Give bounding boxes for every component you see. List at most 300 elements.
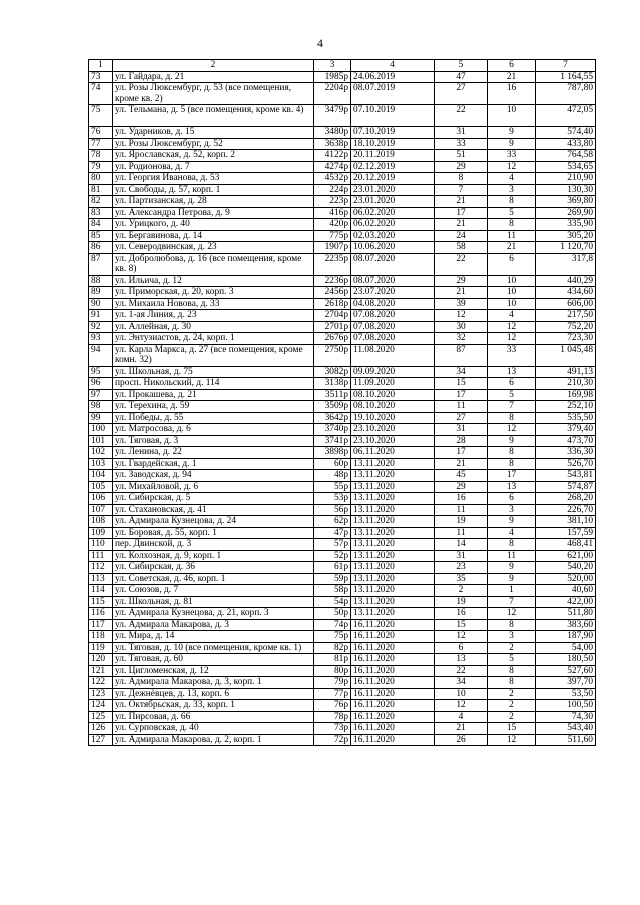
apartments-count-cell: 10 xyxy=(488,105,536,127)
apartments-count-cell: 10 xyxy=(488,275,536,287)
residents-count-cell: 21 xyxy=(435,219,488,231)
row-number-cell: 109 xyxy=(89,527,113,539)
order-number-cell: 60р xyxy=(314,458,351,470)
address-cell: ул. Сурповская, д. 40 xyxy=(113,723,314,735)
order-number-cell: 57р xyxy=(314,539,351,551)
address-cell: ул. Северодвинская, д. 23 xyxy=(113,242,314,254)
area-cell: 336,30 xyxy=(536,447,596,459)
order-number-cell: 2750р xyxy=(314,344,351,366)
row-number-cell: 78 xyxy=(89,150,113,162)
apartments-count-cell: 6 xyxy=(488,253,536,275)
table-row xyxy=(89,344,596,366)
order-number-cell: 3741р xyxy=(314,435,351,447)
order-number-cell: 1907р xyxy=(314,242,351,254)
order-number-cell: 81р xyxy=(314,654,351,666)
area-cell: 440,29 xyxy=(536,275,596,287)
order-date-cell: 08.07.2020 xyxy=(351,253,435,275)
row-number-cell: 94 xyxy=(89,344,113,366)
order-date-cell: 13.11.2020 xyxy=(351,481,435,493)
order-date-cell: 23.10.2020 xyxy=(351,435,435,447)
address-cell: ул. Михайловой, д. 6 xyxy=(113,481,314,493)
order-number-cell: 4122р xyxy=(314,150,351,162)
order-date-cell: 13.11.2020 xyxy=(351,608,435,620)
table-row xyxy=(89,184,596,196)
row-number-cell: 96 xyxy=(89,378,113,390)
row-number-cell: 101 xyxy=(89,435,113,447)
address-cell: ул. Гайдара, д. 21 xyxy=(113,71,314,83)
residents-count-cell: 21 xyxy=(435,287,488,299)
order-number-cell: 3082р xyxy=(314,366,351,378)
order-number-cell: 3479р xyxy=(314,105,351,127)
residents-count-cell: 16 xyxy=(435,493,488,505)
residents-count-cell: 21 xyxy=(435,723,488,735)
area-cell: 381,10 xyxy=(536,516,596,528)
address-cell: ул. Тяговая, д. 60 xyxy=(113,654,314,666)
order-date-cell: 19.10.2020 xyxy=(351,412,435,424)
apartments-count-cell: 2 xyxy=(488,711,536,723)
address-cell: ул. Гвардейская, д. 1 xyxy=(113,458,314,470)
order-number-cell: 54р xyxy=(314,596,351,608)
apartments-count-cell: 5 xyxy=(488,207,536,219)
residents-count-cell: 27 xyxy=(435,83,488,105)
table-row xyxy=(89,700,596,712)
order-number-cell: 3898р xyxy=(314,447,351,459)
address-cell: ул. Тяговая, д. 10 (все помещения, кроме кв. 1) xyxy=(113,642,314,654)
row-number-cell: 110 xyxy=(89,539,113,551)
residents-count-cell: 22 xyxy=(435,105,488,127)
area-cell: 540,20 xyxy=(536,562,596,574)
residents-count-cell: 32 xyxy=(435,333,488,345)
apartments-count-cell: 9 xyxy=(488,127,536,139)
row-number-cell: 108 xyxy=(89,516,113,528)
row-number-cell: 124 xyxy=(89,700,113,712)
table-row xyxy=(89,275,596,287)
table-row xyxy=(89,127,596,139)
apartments-count-cell: 13 xyxy=(488,366,536,378)
order-number-cell: 775р xyxy=(314,230,351,242)
address-cell: ул. Александра Петрова, д. 9 xyxy=(113,207,314,219)
table-row xyxy=(89,310,596,322)
order-number-cell: 3740р xyxy=(314,424,351,436)
order-date-cell: 16.11.2020 xyxy=(351,700,435,712)
table-row xyxy=(89,83,596,105)
residents-count-cell: 24 xyxy=(435,230,488,242)
address-cell: ул. Михаила Новова, д. 33 xyxy=(113,298,314,310)
table-row xyxy=(89,207,596,219)
table-row xyxy=(89,196,596,208)
area-cell: 187,90 xyxy=(536,631,596,643)
order-number-cell: 55р xyxy=(314,481,351,493)
apartments-count-cell: 3 xyxy=(488,504,536,516)
order-date-cell: 16.11.2020 xyxy=(351,631,435,643)
apartments-count-cell: 6 xyxy=(488,378,536,390)
order-date-cell: 16.11.2020 xyxy=(351,723,435,735)
order-number-cell: 2235р xyxy=(314,253,351,275)
apartments-count-cell: 2 xyxy=(488,700,536,712)
order-date-cell: 02.03.2020 xyxy=(351,230,435,242)
apartments-count-cell: 13 xyxy=(488,481,536,493)
residents-count-cell: 47 xyxy=(435,71,488,83)
area-cell: 527,60 xyxy=(536,665,596,677)
row-number-cell: 126 xyxy=(89,723,113,735)
apartments-count-cell: 33 xyxy=(488,150,536,162)
residents-count-cell: 23 xyxy=(435,562,488,574)
table-row xyxy=(89,105,596,127)
table-row xyxy=(89,516,596,528)
row-number-cell: 115 xyxy=(89,596,113,608)
address-cell: ул. Адмирала Кузнецова, д. 21, корп. 3 xyxy=(113,608,314,620)
apartments-count-cell: 5 xyxy=(488,389,536,401)
apartments-count-cell: 7 xyxy=(488,596,536,608)
area-cell: 520,00 xyxy=(536,573,596,585)
area-cell: 534,65 xyxy=(536,161,596,173)
area-cell: 130,30 xyxy=(536,184,596,196)
area-cell: 574,87 xyxy=(536,481,596,493)
row-number-cell: 105 xyxy=(89,481,113,493)
row-number-cell: 102 xyxy=(89,447,113,459)
address-cell: ул. Тяговая, д. 3 xyxy=(113,435,314,447)
order-date-cell: 13.11.2020 xyxy=(351,562,435,574)
table-row xyxy=(89,688,596,700)
column-header: 5 xyxy=(435,60,488,72)
apartments-count-cell: 11 xyxy=(488,230,536,242)
area-cell: 226,70 xyxy=(536,504,596,516)
order-date-cell: 13.11.2020 xyxy=(351,539,435,551)
order-date-cell: 11.08.2020 xyxy=(351,344,435,366)
row-number-cell: 74 xyxy=(89,83,113,105)
apartments-count-cell: 7 xyxy=(488,401,536,413)
apartments-count-cell: 8 xyxy=(488,447,536,459)
area-cell: 511,60 xyxy=(536,734,596,746)
table-header-row xyxy=(89,60,596,72)
area-cell: 468,41 xyxy=(536,539,596,551)
residents-count-cell: 19 xyxy=(435,596,488,608)
address-cell: просп. Никольский, д. 114 xyxy=(113,378,314,390)
apartments-count-cell: 21 xyxy=(488,242,536,254)
table-row xyxy=(89,665,596,677)
order-number-cell: 56р xyxy=(314,504,351,516)
residents-count-cell: 34 xyxy=(435,677,488,689)
order-number-cell: 75р xyxy=(314,631,351,643)
address-cell: ул. Свободы, д. 57, корп. 1 xyxy=(113,184,314,196)
residents-count-cell: 29 xyxy=(435,481,488,493)
apartments-count-cell: 3 xyxy=(488,184,536,196)
order-date-cell: 09.09.2020 xyxy=(351,366,435,378)
order-number-cell: 223р xyxy=(314,196,351,208)
apartments-count-cell: 5 xyxy=(488,654,536,666)
apartments-count-cell: 12 xyxy=(488,424,536,436)
order-date-cell: 07.10.2019 xyxy=(351,127,435,139)
order-number-cell: 2704р xyxy=(314,310,351,322)
apartments-count-cell: 12 xyxy=(488,333,536,345)
table-row xyxy=(89,677,596,689)
order-number-cell: 77р xyxy=(314,688,351,700)
residents-count-cell: 13 xyxy=(435,654,488,666)
apartments-count-cell: 8 xyxy=(488,677,536,689)
order-number-cell: 52р xyxy=(314,550,351,562)
order-date-cell: 16.11.2020 xyxy=(351,734,435,746)
area-cell: 491,13 xyxy=(536,366,596,378)
address-cell: ул. Сибирская, д. 36 xyxy=(113,562,314,574)
address-cell: ул. Партизанская, д. 28 xyxy=(113,196,314,208)
address-cell: ул. Заводская, д. 94 xyxy=(113,470,314,482)
order-number-cell: 3638р xyxy=(314,138,351,150)
table-row xyxy=(89,253,596,275)
apartments-count-cell: 8 xyxy=(488,458,536,470)
order-date-cell: 13.11.2020 xyxy=(351,527,435,539)
row-number-cell: 91 xyxy=(89,310,113,322)
row-number-cell: 79 xyxy=(89,161,113,173)
order-number-cell: 47р xyxy=(314,527,351,539)
residents-count-cell: 33 xyxy=(435,138,488,150)
table-row xyxy=(89,527,596,539)
order-date-cell: 16.11.2020 xyxy=(351,654,435,666)
row-number-cell: 127 xyxy=(89,734,113,746)
address-cell: ул. Стахановская, д. 41 xyxy=(113,504,314,516)
row-number-cell: 90 xyxy=(89,298,113,310)
address-cell: ул. Тельмана, д. 5 (все помещения, кроме кв. 4) xyxy=(113,105,314,127)
residents-count-cell: 34 xyxy=(435,366,488,378)
apartments-count-cell: 9 xyxy=(488,562,536,574)
area-cell: 74,30 xyxy=(536,711,596,723)
order-date-cell: 13.11.2020 xyxy=(351,493,435,505)
apartments-count-cell: 9 xyxy=(488,138,536,150)
row-number-cell: 122 xyxy=(89,677,113,689)
table-row xyxy=(89,219,596,231)
area-cell: 210,30 xyxy=(536,378,596,390)
residents-count-cell: 15 xyxy=(435,378,488,390)
area-cell: 53,50 xyxy=(536,688,596,700)
order-number-cell: 62р xyxy=(314,516,351,528)
residents-count-cell: 7 xyxy=(435,184,488,196)
table-row xyxy=(89,470,596,482)
table-row xyxy=(89,481,596,493)
area-cell: 397,70 xyxy=(536,677,596,689)
residents-count-cell: 17 xyxy=(435,389,488,401)
apartments-count-cell: 8 xyxy=(488,665,536,677)
table-row xyxy=(89,138,596,150)
apartments-count-cell: 4 xyxy=(488,527,536,539)
row-number-cell: 80 xyxy=(89,173,113,185)
row-number-cell: 83 xyxy=(89,207,113,219)
order-date-cell: 20.12.2019 xyxy=(351,173,435,185)
area-cell: 210,90 xyxy=(536,173,596,185)
area-cell: 383,60 xyxy=(536,619,596,631)
order-date-cell: 16.11.2020 xyxy=(351,619,435,631)
table-row xyxy=(89,711,596,723)
table-row xyxy=(89,562,596,574)
residents-count-cell: 45 xyxy=(435,470,488,482)
row-number-cell: 89 xyxy=(89,287,113,299)
residents-count-cell: 31 xyxy=(435,127,488,139)
order-date-cell: 18.10.2019 xyxy=(351,138,435,150)
area-cell: 217,50 xyxy=(536,310,596,322)
apartments-count-cell: 8 xyxy=(488,412,536,424)
order-date-cell: 06.02.2020 xyxy=(351,207,435,219)
row-number-cell: 97 xyxy=(89,389,113,401)
order-date-cell: 06.11.2020 xyxy=(351,447,435,459)
order-number-cell: 2618р xyxy=(314,298,351,310)
address-cell: ул. Ленина, д. 22 xyxy=(113,447,314,459)
residents-count-cell: 29 xyxy=(435,275,488,287)
apartments-count-cell: 8 xyxy=(488,196,536,208)
order-date-cell: 13.11.2020 xyxy=(351,458,435,470)
table-row xyxy=(89,424,596,436)
row-number-cell: 117 xyxy=(89,619,113,631)
row-number-cell: 111 xyxy=(89,550,113,562)
apartments-count-cell: 33 xyxy=(488,344,536,366)
column-header: 4 xyxy=(351,60,435,72)
table-row xyxy=(89,412,596,424)
area-cell: 606,00 xyxy=(536,298,596,310)
residents-count-cell: 4 xyxy=(435,711,488,723)
table-body xyxy=(89,60,596,746)
row-number-cell: 73 xyxy=(89,71,113,83)
order-date-cell: 23.01.2020 xyxy=(351,184,435,196)
order-number-cell: 53р xyxy=(314,493,351,505)
table-row xyxy=(89,366,596,378)
order-date-cell: 13.11.2020 xyxy=(351,573,435,585)
apartments-count-cell: 12 xyxy=(488,608,536,620)
order-number-cell: 416р xyxy=(314,207,351,219)
address-cell: ул. Адмирала Макарова, д. 3, корп. 1 xyxy=(113,677,314,689)
area-cell: 268,20 xyxy=(536,493,596,505)
residents-count-cell: 51 xyxy=(435,150,488,162)
column-header: 3 xyxy=(314,60,351,72)
table-row xyxy=(89,619,596,631)
table-row xyxy=(89,608,596,620)
address-cell: ул. Адмирала Макарова, д. 3 xyxy=(113,619,314,631)
order-number-cell: 2204р xyxy=(314,83,351,105)
apartments-count-cell: 2 xyxy=(488,642,536,654)
address-cell: ул. Адмирала Кузнецова, д. 24 xyxy=(113,516,314,528)
area-cell: 269,90 xyxy=(536,207,596,219)
row-number-cell: 85 xyxy=(89,230,113,242)
address-cell: ул. Георгия Иванова, д. 53 xyxy=(113,173,314,185)
column-header: 1 xyxy=(89,60,113,72)
apartments-count-cell: 8 xyxy=(488,619,536,631)
order-date-cell: 23.01.2020 xyxy=(351,196,435,208)
table-row xyxy=(89,230,596,242)
address-cell: ул. 1-ая Линия, д. 23 xyxy=(113,310,314,322)
table-row xyxy=(89,161,596,173)
residents-count-cell: 29 xyxy=(435,161,488,173)
table-row xyxy=(89,150,596,162)
area-cell: 157,59 xyxy=(536,527,596,539)
table-row xyxy=(89,378,596,390)
row-number-cell: 119 xyxy=(89,642,113,654)
order-number-cell: 1985р xyxy=(314,71,351,83)
row-number-cell: 77 xyxy=(89,138,113,150)
row-number-cell: 121 xyxy=(89,665,113,677)
row-number-cell: 86 xyxy=(89,242,113,254)
order-date-cell: 13.11.2020 xyxy=(351,504,435,516)
order-date-cell: 13.11.2020 xyxy=(351,516,435,528)
table-row xyxy=(89,242,596,254)
order-date-cell: 07.08.2020 xyxy=(351,310,435,322)
apartments-count-cell: 12 xyxy=(488,161,536,173)
residents-count-cell: 17 xyxy=(435,447,488,459)
address-cell: ул. Энтузиастов, д. 24, корп. 1 xyxy=(113,333,314,345)
address-cell: ул. Бергавинова, д. 14 xyxy=(113,230,314,242)
apartments-count-cell: 2 xyxy=(488,688,536,700)
order-date-cell: 23.10.2020 xyxy=(351,424,435,436)
table-row xyxy=(89,723,596,735)
row-number-cell: 107 xyxy=(89,504,113,516)
area-cell: 535,50 xyxy=(536,412,596,424)
residents-count-cell: 28 xyxy=(435,435,488,447)
order-date-cell: 16.11.2020 xyxy=(351,711,435,723)
order-date-cell: 07.08.2020 xyxy=(351,333,435,345)
order-number-cell: 4274р xyxy=(314,161,351,173)
area-cell: 621,00 xyxy=(536,550,596,562)
apartments-count-cell: 12 xyxy=(488,734,536,746)
area-cell: 752,20 xyxy=(536,321,596,333)
order-date-cell: 16.11.2020 xyxy=(351,642,435,654)
table-row xyxy=(89,550,596,562)
address-cell: ул. Цигломенская, д. 12 xyxy=(113,665,314,677)
area-cell: 379,40 xyxy=(536,424,596,436)
area-cell: 169,98 xyxy=(536,389,596,401)
order-number-cell: 3511р xyxy=(314,389,351,401)
table-row xyxy=(89,573,596,585)
order-number-cell: 224р xyxy=(314,184,351,196)
row-number-cell: 100 xyxy=(89,424,113,436)
residents-count-cell: 21 xyxy=(435,196,488,208)
table-row xyxy=(89,401,596,413)
address-cell: ул. Добролюбова, д. 16 (все помещения, кроме кв. 8) xyxy=(113,253,314,275)
apartments-count-cell: 1 xyxy=(488,585,536,597)
row-number-cell: 92 xyxy=(89,321,113,333)
row-number-cell: 125 xyxy=(89,711,113,723)
area-cell: 317,8 xyxy=(536,253,596,275)
address-cell: ул. Аллейная, д. 30 xyxy=(113,321,314,333)
row-number-cell: 87 xyxy=(89,253,113,275)
table-row xyxy=(89,493,596,505)
address-cell: ул. Пирсовая, д. 66 xyxy=(113,711,314,723)
residents-count-cell: 11 xyxy=(435,401,488,413)
area-cell: 526,70 xyxy=(536,458,596,470)
address-cell: ул. Розы Люксембург, д. 53 (все помещения, кроме кв. 2) xyxy=(113,83,314,105)
residents-count-cell: 11 xyxy=(435,504,488,516)
table-row xyxy=(89,631,596,643)
residents-count-cell: 2 xyxy=(435,585,488,597)
order-date-cell: 10.06.2020 xyxy=(351,242,435,254)
residents-count-cell: 26 xyxy=(435,734,488,746)
apartments-count-cell: 17 xyxy=(488,470,536,482)
order-number-cell: 48р xyxy=(314,470,351,482)
residents-count-cell: 16 xyxy=(435,608,488,620)
table-row xyxy=(89,596,596,608)
address-cell: ул. Колхозная, д. 9, корп. 1 xyxy=(113,550,314,562)
table-row xyxy=(89,389,596,401)
order-date-cell: 16.11.2020 xyxy=(351,688,435,700)
area-cell: 1 164,55 xyxy=(536,71,596,83)
address-cell: ул. Матросова, д. 6 xyxy=(113,424,314,436)
address-cell: ул. Мира, д. 14 xyxy=(113,631,314,643)
order-number-cell: 82р xyxy=(314,642,351,654)
residents-count-cell: 10 xyxy=(435,688,488,700)
residents-count-cell: 15 xyxy=(435,619,488,631)
address-cell: ул. Ильича, д. 12 xyxy=(113,275,314,287)
residents-count-cell: 8 xyxy=(435,173,488,185)
address-cell: ул. Терехина, д. 59 xyxy=(113,401,314,413)
residents-count-cell: 35 xyxy=(435,573,488,585)
area-cell: 1 120,70 xyxy=(536,242,596,254)
table-row xyxy=(89,458,596,470)
apartments-count-cell: 8 xyxy=(488,539,536,551)
area-cell: 543,81 xyxy=(536,470,596,482)
